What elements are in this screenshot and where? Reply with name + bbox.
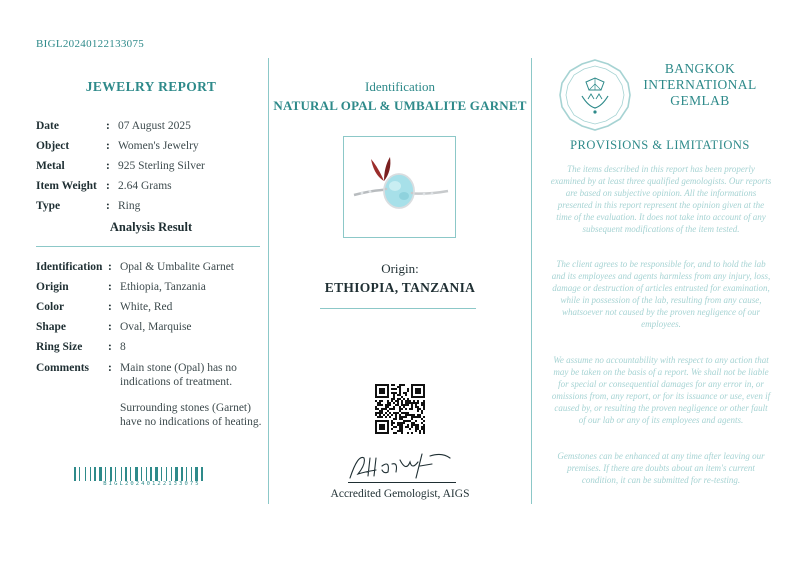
analysis-value: Oval, Marquise <box>120 321 192 333</box>
barcode-bar <box>163 467 165 481</box>
provisions-paragraph: The items described in this report has been properly examined by at least three qualified gemologists. Our reports are based on subjective opinion. All the informations presented in this report represent the opinion given at the time of the evaluation. It does not take into account of any subsequent modifications of the item tested. <box>550 164 772 234</box>
barcode-bar <box>110 467 112 481</box>
analysis-value: Opal & Umbalite Garnet <box>120 261 235 273</box>
barcode-bar <box>150 467 152 481</box>
barcode-bar <box>186 467 187 481</box>
analysis-row-identification: Identification : Opal & Umbalite Garnet <box>36 260 270 274</box>
barcode-bar <box>132 467 134 481</box>
barcode-bar <box>125 467 127 481</box>
comment-garnet: Surrounding stones (Garnet) have no indications of heating. <box>120 402 262 428</box>
gemlab-logo <box>558 58 632 132</box>
gemologist-signature <box>346 448 454 484</box>
detail-value: Ring <box>118 200 141 212</box>
detail-value: Women's Jewelry <box>118 140 199 152</box>
origin-value: ETHIOPIA, TANZANIA <box>324 280 476 295</box>
column-divider-right <box>531 58 532 504</box>
detail-label: Metal <box>36 160 65 172</box>
analysis-value: White, Red <box>120 301 173 313</box>
lab-name <box>638 61 762 109</box>
provisions-title: PROVISIONS & LIMITATIONS <box>570 138 750 152</box>
provisions-paragraph: The client agrees to be responsible for, and to hold the lab and its employees and agents harmless from any injury, loss, damage or destruction of articles entrusted for examination, while in possession of the lab, resulting from any cause, whatsoever not caused by the proven negligence of our employees. <box>551 259 771 329</box>
divider <box>36 246 260 247</box>
lab-name-line: INTERNATIONAL <box>643 77 757 92</box>
barcode-bar <box>175 467 178 481</box>
barcode-bar <box>105 467 106 481</box>
ring-image-icon <box>344 137 455 237</box>
detail-row-date: Date : 07 August 2025 <box>36 119 268 133</box>
divider <box>320 308 476 309</box>
detail-value: 2.64 Grams <box>118 180 172 192</box>
detail-row-item-weight: Item Weight : 2.64 Grams <box>36 179 268 193</box>
barcode-bar <box>99 467 102 481</box>
identification-value: NATURAL OPAL & UMBALITE GARNET <box>273 98 527 113</box>
analysis-result-heading: Analysis Result <box>109 220 193 234</box>
analysis-row-shape: Shape : Oval, Marquise <box>36 320 270 334</box>
barcode-bar <box>123 467 124 481</box>
provisions-paragraph: We assume no accountability with respect to any action that may be taken on the basis of a report. We shall not be liable for special or consequential damages for any error in, or omissions from, any report, or for its issuance or use, even if caused by, or resulting the proven negligence or other fault of our lab or any of its employees and agents. <box>551 355 771 425</box>
barcode-bar <box>141 467 142 481</box>
barcode-bar <box>171 467 172 481</box>
detail-row-metal: Metal : 925 Sterling Silver <box>36 159 268 173</box>
analysis-label: Origin <box>36 281 69 293</box>
barcode-bar <box>74 467 76 481</box>
analysis-label: Shape <box>36 321 67 333</box>
barcode-bar <box>153 467 154 481</box>
barcode-bar <box>117 467 120 481</box>
barcode-bar <box>79 467 80 481</box>
barcode-bar <box>97 467 98 481</box>
barcode-bar <box>193 467 194 481</box>
barcode-bar <box>168 467 170 481</box>
detail-label: Type <box>36 200 61 212</box>
provisions-paragraph: Gemstones can be enhanced at any time after leaving our premises. If there are doubts about an item's current condition, it can be submitted for re-testing. <box>557 451 765 485</box>
barcode-bar <box>143 467 145 481</box>
analysis-value: 8 <box>120 341 126 353</box>
barcode-bar <box>191 467 192 481</box>
comment-opal: Main stone (Opal) has no indications of treatment. <box>120 362 237 388</box>
gemologist-title: Accredited Gemologist, AIGS <box>330 488 470 500</box>
barcode-bar <box>181 467 183 481</box>
analysis-row-ring-size: Ring Size : 8 <box>36 340 270 354</box>
barcode-bar <box>173 467 174 481</box>
barcode-bar <box>179 467 180 481</box>
barcode-bar <box>128 467 129 481</box>
barcode-bar <box>113 467 114 481</box>
barcode-bar <box>77 467 78 481</box>
detail-label: Item Weight <box>36 180 97 192</box>
detail-value: 07 August 2025 <box>118 120 191 132</box>
analysis-label: Comments <box>36 362 90 374</box>
barcode-bar <box>94 467 96 481</box>
analysis-label: Color <box>36 301 65 313</box>
barcode-bar <box>135 467 138 481</box>
barcode-bar <box>166 467 167 481</box>
barcode-bar <box>161 467 162 481</box>
barcode-bar <box>148 467 149 481</box>
barcode-bar <box>81 467 84 481</box>
barcode-bar <box>159 467 160 481</box>
origin-label: Origin: <box>381 261 419 276</box>
report-number: BIGL20240122133075 <box>36 38 145 50</box>
barcode-bar <box>188 467 190 481</box>
barcode-bar <box>146 467 147 481</box>
barcode-bar <box>195 467 198 481</box>
lab-name-line: BANGKOK <box>664 61 736 76</box>
identification-label: Identification <box>364 79 436 94</box>
barcode-bar <box>139 467 140 481</box>
detail-label: Object <box>36 140 70 152</box>
barcode-bar <box>107 467 109 481</box>
analysis-row-color: Color : White, Red <box>36 300 270 314</box>
barcode-bar <box>204 467 205 481</box>
qr-code[interactable] <box>375 384 425 434</box>
barcode-bar <box>87 467 89 481</box>
barcode-bar <box>85 467 86 481</box>
ring-photo <box>343 136 456 238</box>
report-title: JEWELRY REPORT <box>85 79 217 94</box>
analysis-row-origin: Origin : Ethiopia, Tanzania <box>36 280 270 294</box>
signature-line <box>348 482 456 483</box>
lab-name-line: GEMLAB <box>670 93 730 108</box>
detail-row-type: Type : Ring <box>36 199 268 213</box>
barcode-bar <box>201 467 203 481</box>
detail-label: Date <box>36 120 59 132</box>
analysis-label: Ring Size <box>36 341 83 353</box>
barcode-bar <box>103 467 104 481</box>
barcode-text: BIGL20240122133075 <box>103 481 201 487</box>
detail-row-object: Object : Women's Jewelry <box>36 139 268 153</box>
analysis-value: Ethiopia, Tanzania <box>120 281 206 293</box>
barcode-bar <box>155 467 158 481</box>
barcode-bar <box>199 467 200 481</box>
comments-block <box>120 361 270 429</box>
barcode-bar <box>184 467 185 481</box>
analysis-row-comments: Comments : Main stone (Opal) has no indications of treatment. Surrounding stones (Garnet) have no indications of heating. <box>36 361 270 429</box>
barcode-bar <box>130 467 131 481</box>
barcode-bar <box>90 467 91 481</box>
barcode-bar <box>92 467 93 481</box>
barcode-bar <box>121 467 122 481</box>
analysis-label: Identification <box>36 261 103 273</box>
barcode-bar <box>115 467 116 481</box>
barcode <box>74 467 230 481</box>
detail-value: 925 Sterling Silver <box>118 160 205 172</box>
